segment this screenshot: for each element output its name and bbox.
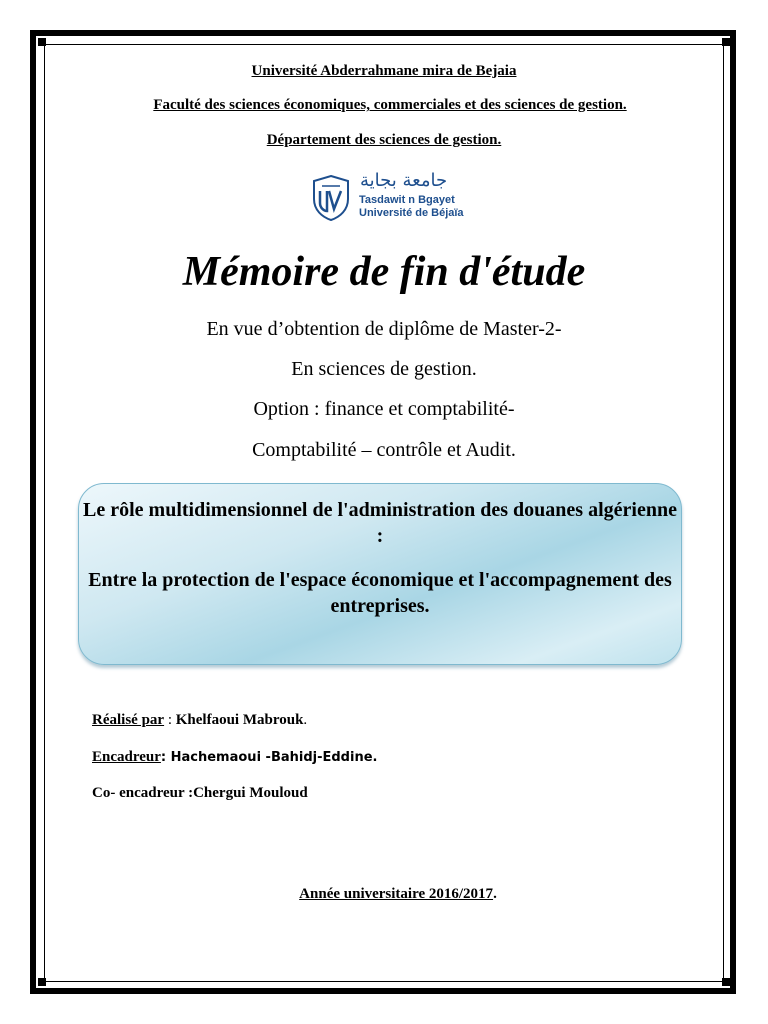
author-name: Khelfaoui Mabrouk bbox=[175, 712, 304, 728]
author-period: . bbox=[303, 712, 308, 728]
subtitle-line: En sciences de gestion. bbox=[291, 358, 477, 380]
author-line bbox=[92, 712, 307, 729]
university-logo bbox=[312, 172, 472, 226]
frame-corner bbox=[722, 978, 730, 986]
topic-subheading: Entre la protection de l'espace économique et l'accompagnement des entreprises. bbox=[88, 569, 672, 617]
supervisor-line bbox=[92, 749, 377, 766]
document-title: Mémoire de fin d'étude bbox=[182, 249, 586, 295]
academic-year: Année universitaire 2016/2017. bbox=[299, 886, 497, 902]
supervisor-label: Encadreur bbox=[92, 749, 161, 765]
subtitle-line: En vue d’obtention de diplôme de Master-2- bbox=[206, 318, 562, 340]
author-separator: : bbox=[164, 712, 176, 728]
department-name: Département des sciences de gestion. bbox=[266, 132, 502, 148]
university-shield-icon bbox=[312, 175, 350, 221]
subtitle-line: Option : finance et comptabilité- bbox=[253, 398, 515, 420]
academic-year-period: . bbox=[493, 886, 497, 902]
subtitle-line: Comptabilité – contrôle et Audit. bbox=[252, 439, 516, 461]
frame-corner bbox=[38, 38, 46, 46]
frame-corner bbox=[38, 978, 46, 986]
university-name: Université Abderrahmane mira de Bejaia bbox=[251, 63, 517, 79]
logo-text-french: Université de Béjaïa bbox=[359, 207, 464, 219]
topic-heading: Le rôle multidimensionnel de l'administration des douanes algérienne : bbox=[83, 499, 677, 547]
cosupervisor-line: Co- encadreur :Chergui Mouloud bbox=[92, 785, 308, 801]
faculty-name: Faculté des sciences économiques, commerciales et des sciences de gestion. bbox=[153, 97, 627, 113]
logo-arabic-text: جامعة بجاية bbox=[360, 170, 448, 191]
supervisor-name: : Hachemaoui -Bahidj-Eddine. bbox=[160, 750, 378, 765]
logo-text-kabyle: Tasdawit n Bgayet bbox=[359, 194, 455, 206]
author-label: Réalisé par bbox=[92, 712, 165, 728]
frame-corner bbox=[722, 38, 730, 46]
